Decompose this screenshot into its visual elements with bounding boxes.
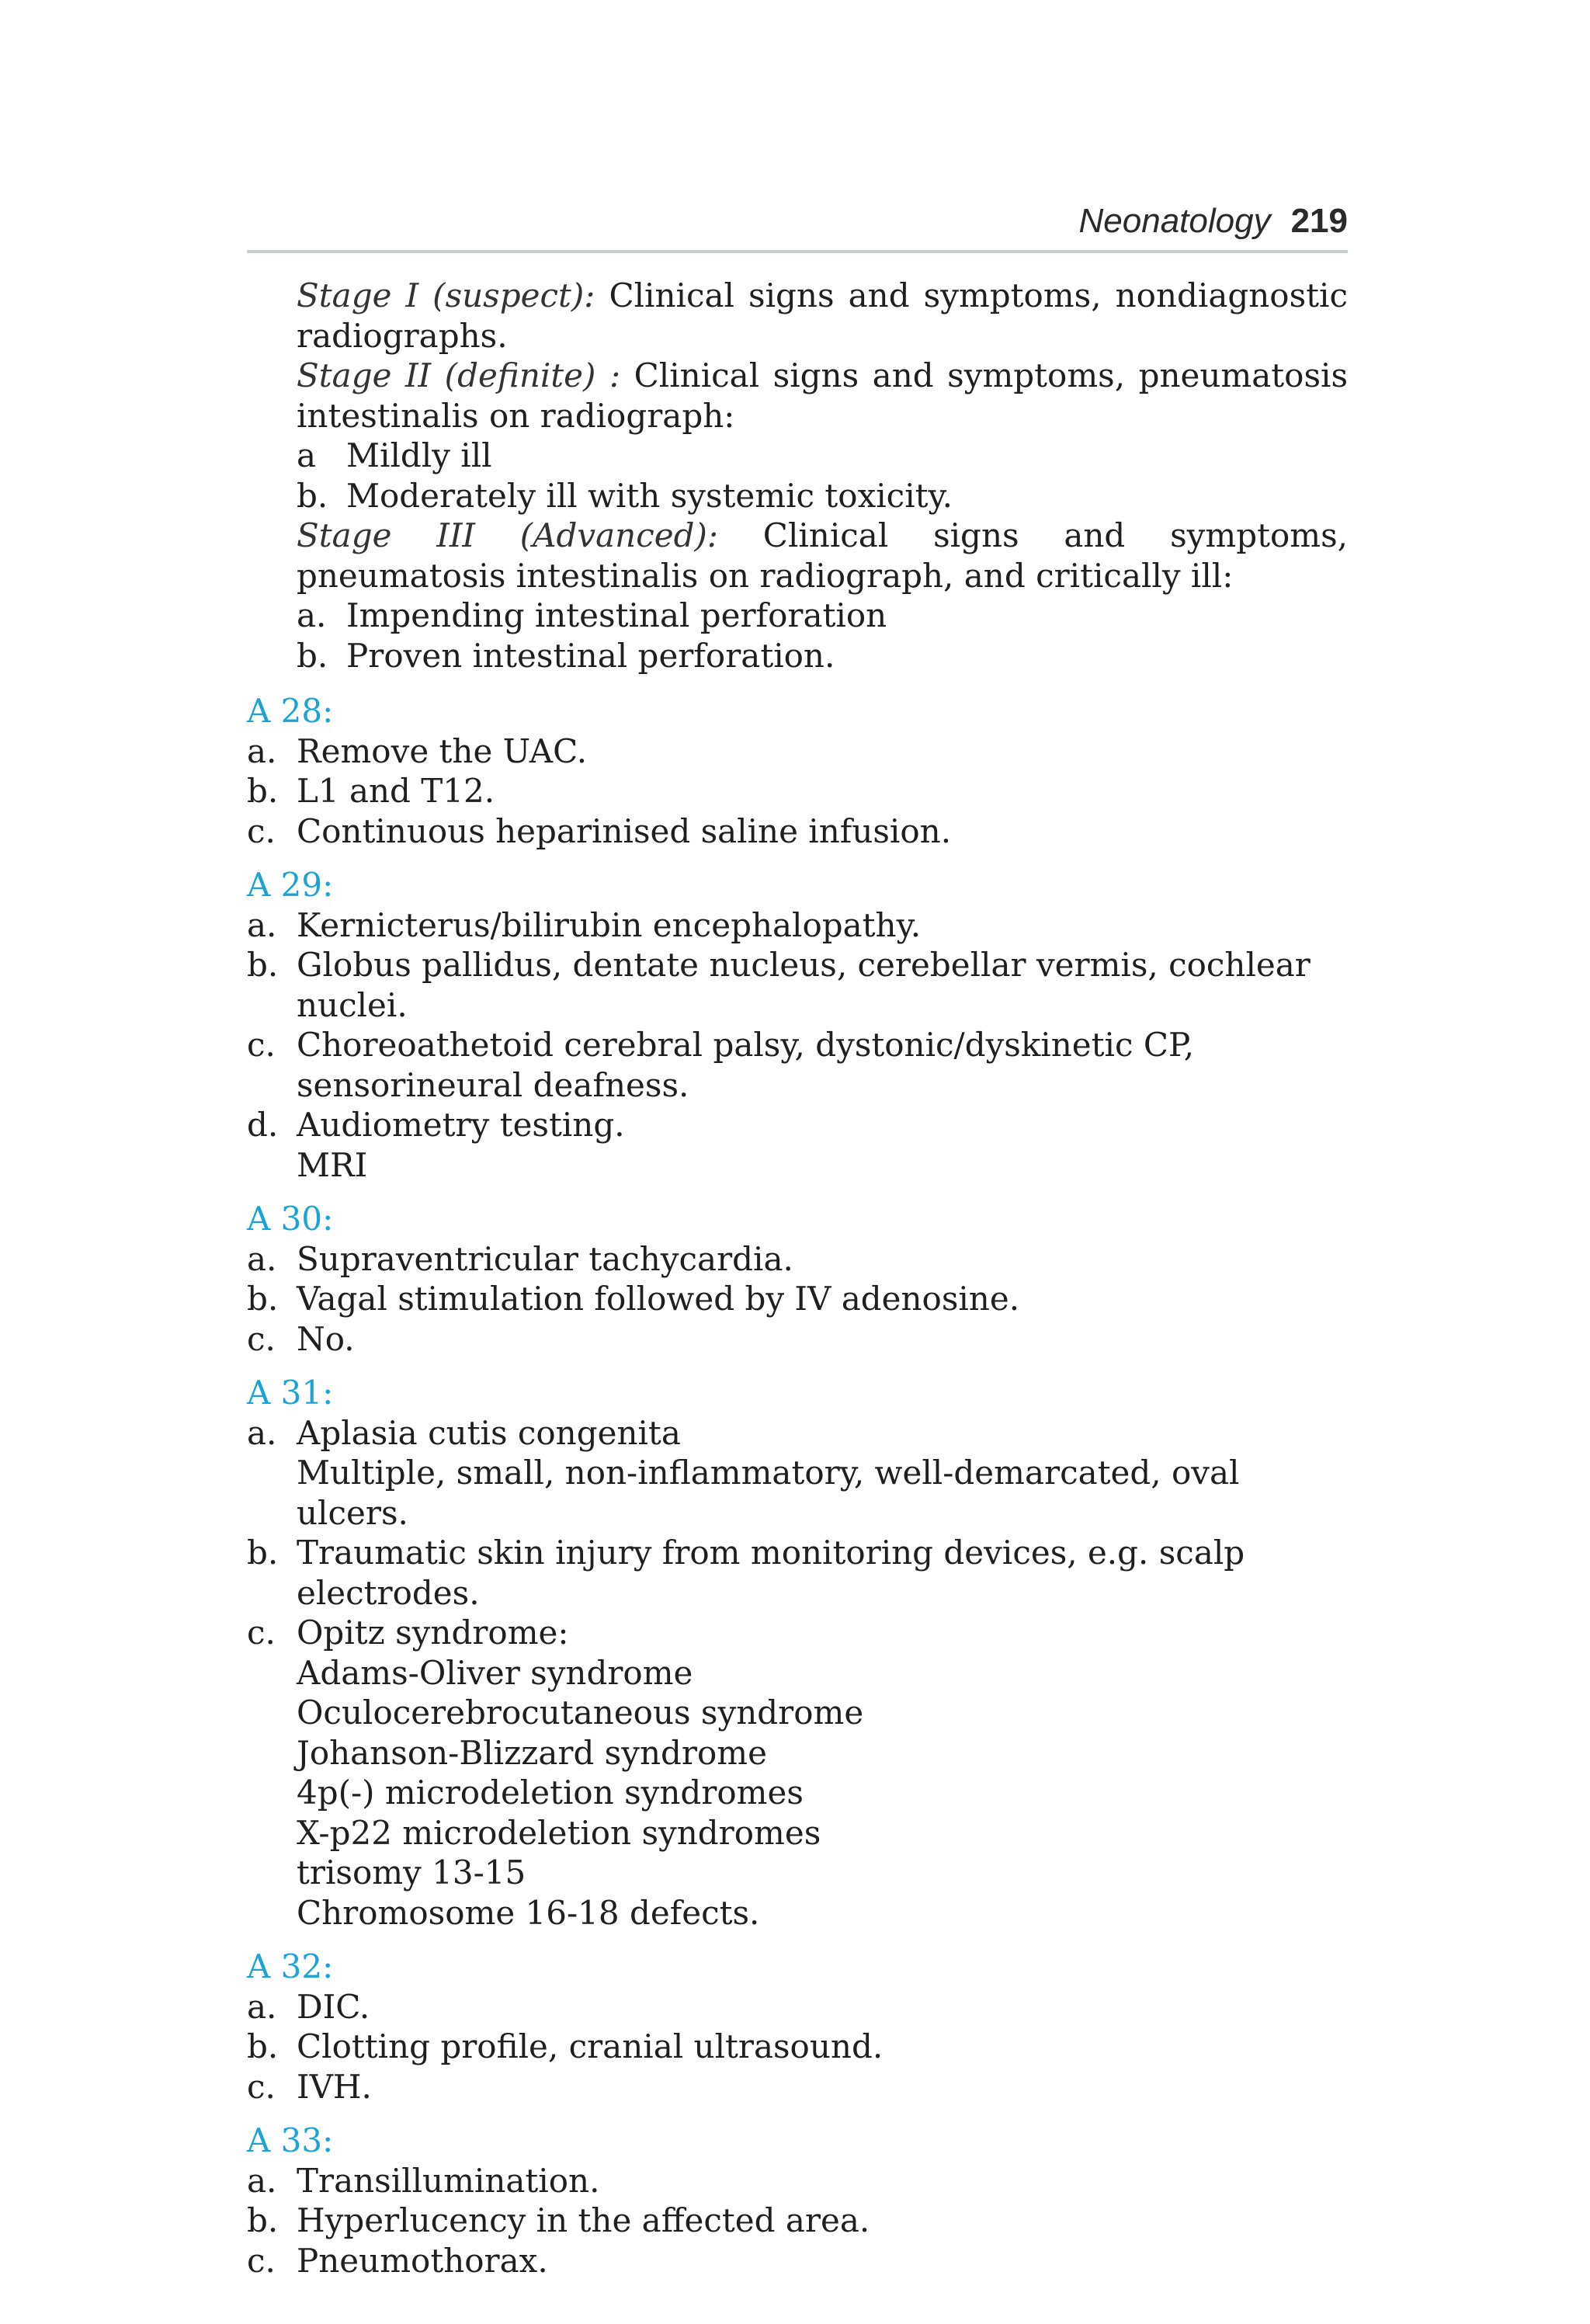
answer-item bbox=[247, 1025, 1348, 1105]
item-text: Globus pallidus, dentate nucleus, cerebellar vermis, cochlear nuclei. bbox=[297, 946, 1311, 1024]
item-label: b. bbox=[247, 946, 279, 984]
header-rule bbox=[247, 250, 1348, 253]
item-text: Opitz syndrome: bbox=[297, 1614, 569, 1652]
item-text: Aplasia cutis congenita bbox=[297, 1413, 681, 1452]
item-text: Clotting profile, cranial ultrasound. bbox=[297, 2027, 884, 2065]
stage-3 bbox=[297, 516, 1348, 596]
item-text: Continuous heparinised saline infusion. bbox=[297, 811, 952, 850]
item-label: b. bbox=[247, 772, 279, 810]
item-label: b. bbox=[247, 1534, 279, 1572]
running-head bbox=[247, 194, 1348, 248]
item-text: Mildly ill bbox=[346, 436, 492, 474]
answer-item bbox=[247, 2201, 1348, 2241]
answer-32 bbox=[247, 1947, 1348, 2107]
answer-29 bbox=[247, 865, 1348, 1185]
syndrome-list-item: Adams-Oliver syndrome bbox=[297, 1653, 693, 1692]
item-label: c. bbox=[247, 1614, 276, 1652]
item-label: a. bbox=[247, 1413, 277, 1452]
item-text: Pneumothorax. bbox=[297, 2241, 548, 2280]
item-label: c. bbox=[247, 2067, 276, 2106]
answer-item bbox=[247, 811, 1348, 852]
answer-item bbox=[247, 1279, 1348, 1319]
stage-1-text: Clinical signs and symptoms, nondiagnostic radiographs. bbox=[297, 276, 1348, 355]
stage-3-text: Clinical signs and symptoms, pneumatosis intestinalis on radiograph, and critically ill: bbox=[297, 516, 1348, 595]
nec-staging bbox=[297, 276, 1348, 676]
item-label: b. bbox=[297, 476, 328, 515]
syndrome-list-item: 4p(-) microdeletion syndromes bbox=[297, 1773, 804, 1812]
section-title: Neonatology bbox=[1078, 202, 1271, 240]
answer-heading: A 30: bbox=[247, 1200, 334, 1238]
item-text: Transillumination. bbox=[297, 2161, 600, 2200]
answer-30 bbox=[247, 1199, 1348, 1359]
answer-heading: A 31: bbox=[247, 1374, 334, 1412]
answer-28 bbox=[247, 691, 1348, 851]
answer-heading: A 29: bbox=[247, 866, 334, 904]
item-text: Audiometry testing. bbox=[297, 1106, 625, 1144]
answer-item bbox=[247, 1319, 1348, 1360]
answer-item bbox=[247, 771, 1348, 811]
answer-item bbox=[247, 1533, 1348, 1613]
stage-2-item bbox=[297, 436, 1348, 476]
answer-item bbox=[247, 1987, 1348, 2027]
item-text: Kernicterus/bilirubin encephalopathy. bbox=[297, 905, 922, 944]
item-label: c. bbox=[247, 2241, 276, 2280]
answer-item bbox=[247, 2241, 1348, 2281]
item-text: DIC. bbox=[297, 1987, 370, 2026]
answer-item bbox=[247, 1239, 1348, 1280]
page-content bbox=[247, 276, 1348, 2281]
answer-item bbox=[247, 731, 1348, 772]
item-label: b. bbox=[297, 636, 328, 675]
item-text: Hyperlucency in the affected area. bbox=[297, 2201, 870, 2239]
answer-continuation: Multiple, small, non-inflammatory, well-demarcated, oval ulcers. bbox=[297, 1454, 1240, 1532]
answer-33 bbox=[247, 2121, 1348, 2281]
item-label: a. bbox=[247, 905, 277, 944]
stage-1 bbox=[297, 276, 1348, 356]
item-label: a. bbox=[247, 731, 277, 770]
item-text: Traumatic skin injury from monitoring devices, e.g. scalp electrodes. bbox=[297, 1534, 1245, 1612]
answer-item bbox=[247, 2067, 1348, 2107]
answer-item bbox=[247, 905, 1348, 946]
stage-2-text: Clinical signs and symptoms, pneumatosis intestinalis on radiograph: bbox=[297, 356, 1348, 435]
answer-item bbox=[247, 945, 1348, 1025]
syndrome-list-item: Johanson-Blizzard syndrome bbox=[297, 1733, 767, 1772]
page-number: 219 bbox=[1290, 202, 1348, 240]
item-label: b. bbox=[247, 2027, 279, 2065]
syndrome-list-item: Oculocerebrocutaneous syndrome bbox=[297, 1693, 864, 1732]
answer-item bbox=[247, 1413, 1348, 1454]
answer-31 bbox=[247, 1373, 1348, 1933]
answer-heading: A 32: bbox=[247, 1947, 334, 1985]
syndrome-list-item: X-p22 microdeletion syndromes bbox=[297, 1813, 821, 1852]
stage-3-item bbox=[297, 636, 1348, 676]
answer-item bbox=[247, 1105, 1348, 1145]
item-label: d. bbox=[247, 1106, 279, 1144]
stage-2-item bbox=[297, 476, 1348, 516]
item-label: b. bbox=[247, 1280, 279, 1318]
item-text: Remove the UAC. bbox=[297, 731, 588, 770]
answer-item bbox=[247, 1613, 1348, 1653]
answer-item bbox=[247, 2027, 1348, 2067]
item-text: IVH. bbox=[297, 2067, 372, 2106]
item-label: a. bbox=[247, 2161, 277, 2200]
stage-2-label: Stage II (definite) : bbox=[297, 356, 621, 394]
syndrome-list-item: Chromosome 16-18 defects. bbox=[297, 1893, 760, 1932]
item-label: a. bbox=[297, 596, 327, 634]
item-label: c. bbox=[247, 811, 276, 850]
item-text: Supraventricular tachycardia. bbox=[297, 1239, 793, 1278]
answer-item bbox=[247, 2161, 1348, 2201]
item-label: a. bbox=[247, 1239, 277, 1278]
item-text: No. bbox=[297, 1319, 355, 1358]
syndrome-list-item: trisomy 13-15 bbox=[297, 1853, 526, 1892]
answer-heading: A 28: bbox=[247, 692, 334, 730]
item-text: L1 and T12. bbox=[297, 772, 495, 810]
stage-2 bbox=[297, 356, 1348, 436]
item-text: Choreoathetoid cerebral palsy, dystonic/dyskinetic CP, sensorineural deafness. bbox=[297, 1026, 1195, 1104]
stage-3-label: Stage III (Advanced): bbox=[297, 516, 719, 554]
item-label: b. bbox=[247, 2201, 279, 2239]
item-text: Vagal stimulation followed by IV adenosine. bbox=[297, 1280, 1020, 1318]
stage-1-label: Stage I (suspect): bbox=[297, 276, 595, 314]
item-label: a. bbox=[247, 1987, 277, 2026]
stage-3-item bbox=[297, 596, 1348, 636]
answer-continuation: MRI bbox=[297, 1145, 368, 1184]
item-label: c. bbox=[247, 1026, 276, 1064]
answer-heading: A 33: bbox=[247, 2121, 334, 2159]
item-text: Moderately ill with systemic toxicity. bbox=[346, 476, 953, 515]
item-label: c. bbox=[247, 1319, 276, 1358]
item-text: Proven intestinal perforation. bbox=[346, 636, 835, 675]
item-label: a bbox=[297, 436, 317, 474]
item-text: Impending intestinal perforation bbox=[346, 596, 887, 634]
